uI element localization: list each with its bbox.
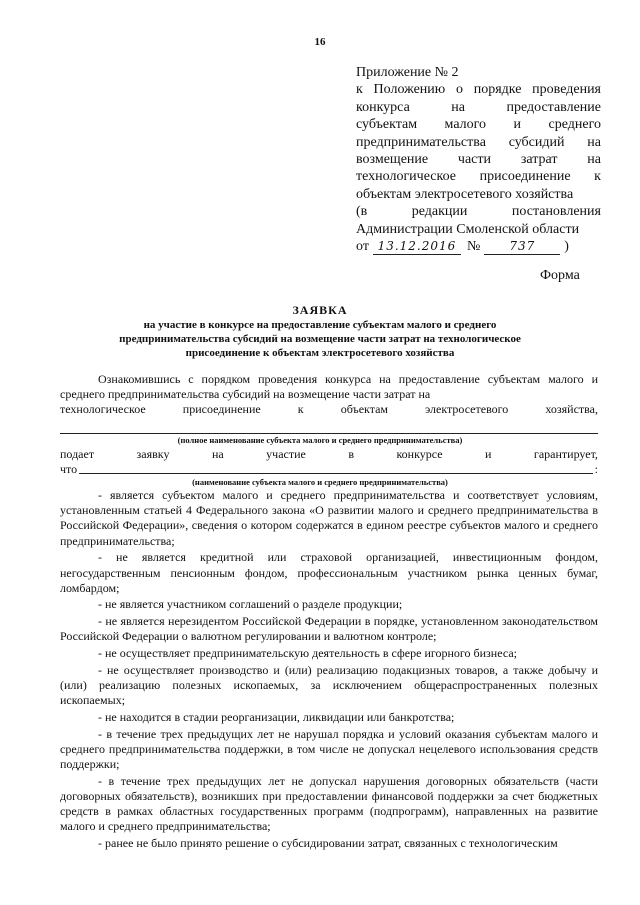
handwritten-date: 13.12.2016	[373, 239, 461, 255]
apply-word: подает	[60, 447, 95, 461]
full-name-blank-line[interactable]	[60, 433, 598, 434]
form-label: Форма	[540, 268, 580, 283]
page-number: 16	[314, 36, 326, 48]
condition-item: - в течение трех предыдущих лет не допускал нарушения договорных обязательств (части договорных обязательств), возникших при предоставлении финансовой поддержки за счет бюджетных средств в рамках областных государственных программ (подпрограмм), направленных на развитие малого и среднего предпринимательства;	[60, 773, 598, 834]
conditions-list	[60, 488, 598, 853]
resolution-date-line	[356, 238, 601, 255]
condition-item: - не осуществляет производство и (или) реализацию подакцизных товаров, а также добычу и (или) реализацию полезных ископаемых, за исключением общераспространенных полезных ископаемых;	[60, 662, 598, 708]
appendix-line: предпринимательства субсидий на	[356, 134, 601, 150]
appendix-line: объектам электросетевого хозяйства	[356, 186, 574, 202]
appendix-line: технологическое присоединение к	[356, 169, 601, 185]
from-label: от	[356, 239, 369, 255]
full-name-caption: (полное наименование субъекта малого и среднего предпринимательства)	[177, 435, 463, 445]
appendix-edition-line: Администрации Смоленской области	[356, 221, 580, 237]
that-word: что	[60, 462, 78, 476]
apply-word: заявку	[136, 447, 170, 461]
condition-item: - не является кредитной или страховой организацией, инвестиционным фондом, негосударственным пенсионным фондом, профессиональным участником рынка ценных бумаг, ломбардом;	[60, 550, 598, 595]
number-sign: №	[466, 239, 481, 255]
appendix-line: к Положению о порядке проведения	[356, 82, 601, 98]
appendix-line: возмещение части затрат на	[356, 152, 601, 168]
closing-paren: )	[564, 239, 569, 255]
intro-text: Ознакомившись с порядком проведения конкурса на предоставление субъектам малого и среднего предпринимательства субсидий на возмещение части затрат на	[60, 372, 598, 401]
apply-line	[60, 447, 598, 462]
document-subtitle: на участие в конкурсе на предоставление субъектам малого и среднего предпринимательства субсидий на возмещение части затрат на технологическое присоединение к объектам электросетевого хозяйства	[119, 319, 521, 359]
appendix-line: субъектам малого и среднего	[356, 117, 601, 133]
condition-item: - ранее не было принято решение о субсидировании затрат, связанных с технологическим	[98, 835, 558, 850]
condition-item: - является субъектом малого и среднего предпринимательства и соответствует условиям, установленным статьей 4 Федерального закона «О развитии малого и среднего предпринимательства в Российской Федерации», сведения о котором содержатся в едином реестре субъектов малого и среднего предпринимательства;	[60, 488, 598, 548]
condition-item: - не является нерезидентом Российской Федерации в порядке, установленном законодательством Российской Федерации о валютном регулировании и валютном контроле;	[60, 614, 598, 644]
apply-word: в	[348, 447, 354, 461]
apply-word: и	[485, 447, 492, 461]
that-line	[60, 462, 598, 477]
condition-item: - не находится в стадии реорганизации, ликвидации или банкротства;	[98, 709, 455, 724]
name-blank-line[interactable]	[79, 463, 593, 474]
that-colon: :	[594, 462, 598, 476]
condition-item: - не является участником соглашений о разделе продукции;	[98, 597, 403, 612]
condition-item: - в течение трех предыдущих лет не нарушал порядка и условий оказания субъектам малого и среднего предпринимательства поддержки, в том числе не допускал нецелевого использования средств поддержки;	[60, 726, 598, 771]
condition-item: - не осуществляет предпринимательскую деятельность в сфере игорного бизнеса;	[98, 646, 517, 661]
appendix-title: Приложение № 2	[356, 65, 459, 80]
document-title: ЗАЯВКА	[292, 303, 348, 317]
handwritten-number: 737	[484, 239, 560, 255]
apply-word: гарантирует,	[533, 447, 598, 461]
appendix-edition-line: (в редакции постановления	[356, 204, 601, 220]
intro-last-line: технологическое присоединение к объектам электросетевого хозяйства,	[60, 402, 598, 416]
intro-paragraph	[60, 372, 598, 417]
appendix-header	[356, 64, 601, 255]
appendix-line: конкурса на предоставление	[356, 99, 601, 115]
apply-word: конкурсе	[396, 447, 443, 461]
apply-word: участие	[266, 447, 306, 461]
name-caption: (наименование субъекта малого и среднего предпринимательства)	[192, 477, 448, 487]
apply-word: на	[211, 447, 224, 461]
